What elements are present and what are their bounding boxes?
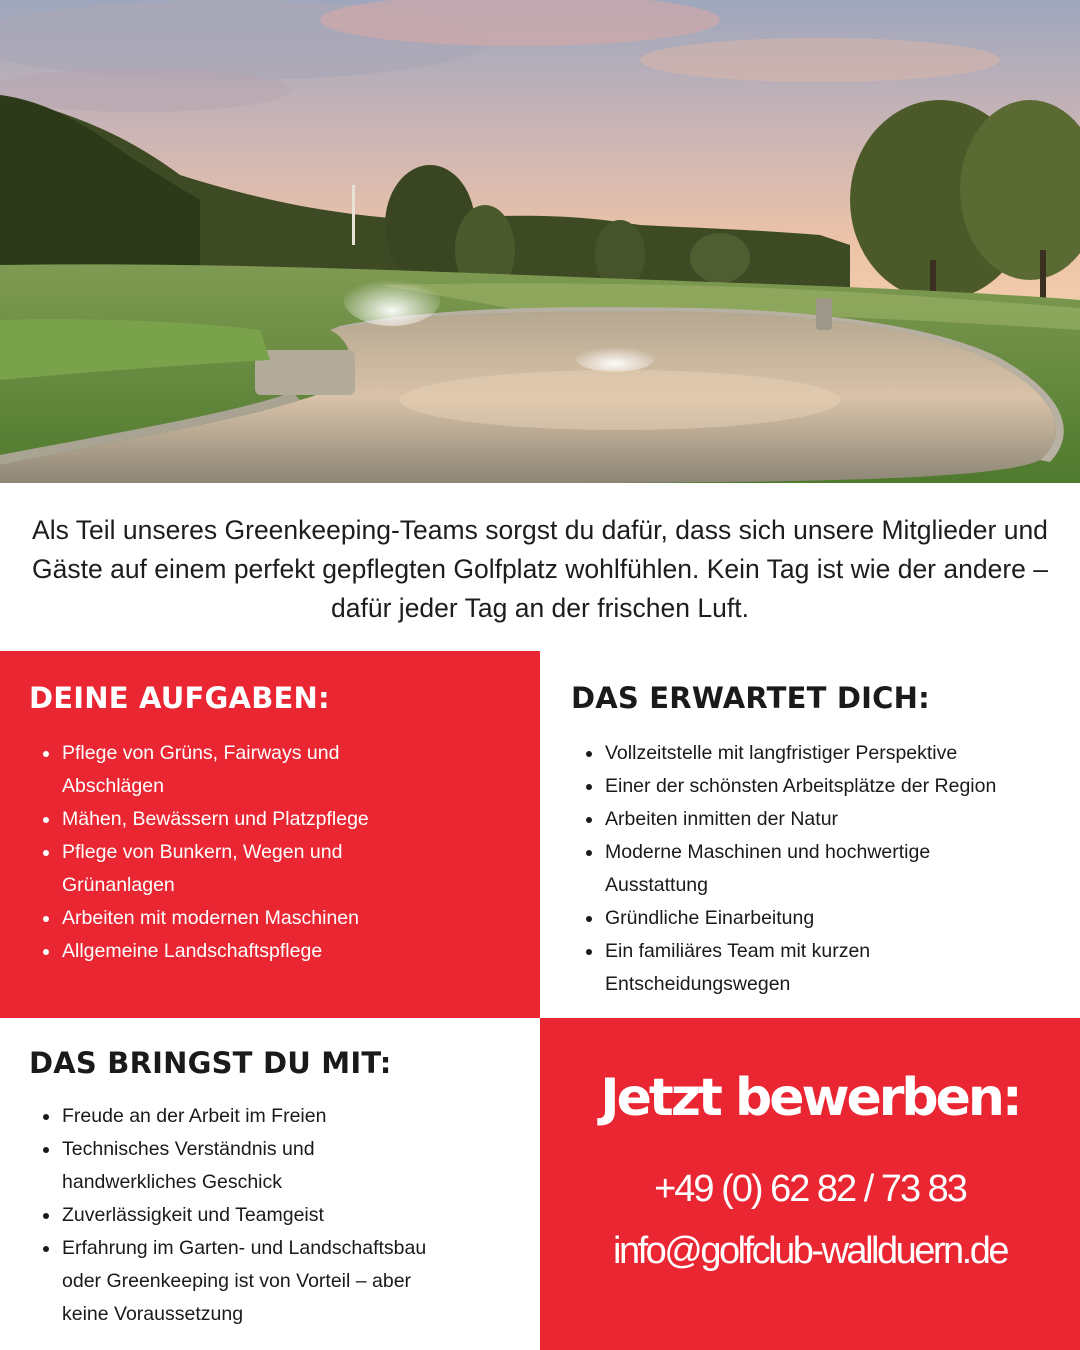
- offer-heading: DAS ERWARTET DICH:: [571, 681, 930, 715]
- list-item: Mähen, Bewässern und Platzpflege: [29, 803, 409, 836]
- list-item: Pflege von Bunkern, Wegen und Grünanlagen: [29, 836, 409, 902]
- list-item: Pflege von Grüns, Fairways und Abschlägen: [29, 737, 409, 803]
- apply-panel: [540, 1018, 1080, 1350]
- list-item: Allgemeine Landschaftspflege: [29, 935, 409, 968]
- list-item: Arbeiten inmitten der Natur: [572, 803, 1002, 836]
- intro-section: [0, 483, 1080, 651]
- email-link[interactable]: info@golfclub-wallduern.de: [613, 1230, 1007, 1272]
- list-item: Freude an der Arbeit im Freien: [29, 1100, 429, 1133]
- list-item: Arbeiten mit modernen Maschinen: [29, 902, 409, 935]
- offer-panel: [540, 651, 1080, 1018]
- list-item: Technisches Verständnis und handwerkliches Geschick: [29, 1133, 429, 1199]
- list-item: Zuverlässigkeit und Teamgeist: [29, 1199, 429, 1232]
- list-item: Moderne Maschinen und hochwertige Ausstattung: [572, 836, 1002, 902]
- tasks-heading: DEINE AUFGABEN:: [29, 681, 330, 715]
- list-item: Vollzeitstelle mit langfristiger Perspektive: [572, 737, 1002, 770]
- apply-title: Jetzt bewerben:: [600, 1068, 1020, 1128]
- profile-panel: [0, 1018, 540, 1350]
- list-item: Einer der schönsten Arbeitsplätze der Region: [572, 770, 1002, 803]
- list-item: Gründliche Einarbeitung: [572, 902, 1002, 935]
- tasks-list: [29, 737, 409, 968]
- profile-heading: DAS BRINGST DU MIT:: [29, 1046, 392, 1080]
- intro-text: Als Teil unseres Greenkeeping-Teams sorgst du dafür, dass sich unsere Mitglieder und Gäste auf einem perfekt gepflegten Golfplatz wohlfühlen. Kein Tag ist wie der andere – dafür jeder Tag an der frischen Luft.: [32, 515, 1048, 623]
- list-item: Ein familiäres Team mit kurzen Entscheidungswegen: [572, 935, 1002, 1001]
- hero-photo-golf-course-pond: [0, 0, 1080, 483]
- phone-link[interactable]: +49 (0) 62 82 / 73 83: [654, 1168, 966, 1210]
- tasks-panel: [0, 651, 540, 1018]
- offer-list: [572, 737, 1002, 1001]
- profile-list: [29, 1100, 429, 1331]
- list-item: Erfahrung im Garten- und Landschaftsbau oder Greenkeeping ist von Vorteil – aber keine Voraussetzung: [29, 1232, 429, 1331]
